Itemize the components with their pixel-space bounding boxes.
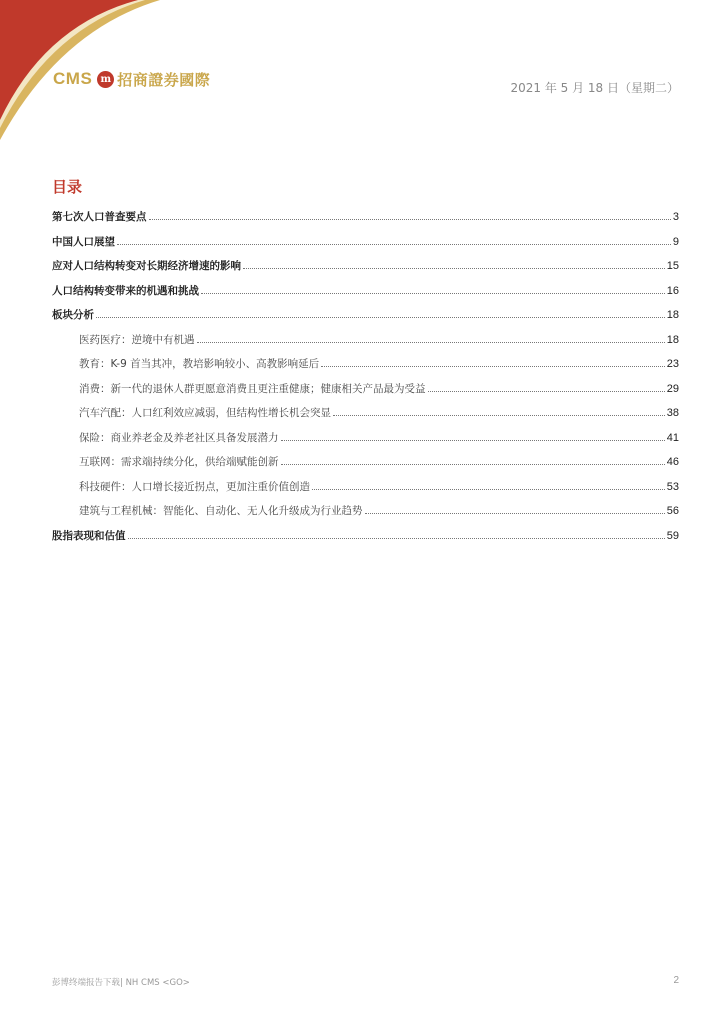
toc-entry-label: 建筑与工程机械：智能化、自动化、无人化升级成为行业趋势 [79,505,363,517]
toc-entry-page: 56 [666,505,679,517]
toc-entry[interactable] [79,406,679,420]
toc-entry-label: 中国人口展望 [52,235,115,248]
toc-entry-page: 16 [666,284,679,297]
toc-entry-page: 29 [666,382,679,395]
toc-entry[interactable] [52,284,679,298]
toc-entry-page: 9 [672,235,679,248]
toc-dot-leader [197,341,665,343]
toc-entry-page: 38 [666,407,679,419]
toc-dot-leader [149,218,671,220]
toc-entry-page: 18 [666,333,679,346]
toc-dot-leader [117,243,671,245]
toc-entry-label: 医药医疗：逆境中有机遇 [79,333,195,346]
toc-entry[interactable] [52,210,679,224]
toc-entry[interactable] [79,333,679,347]
toc-entry-page: 15 [666,260,679,272]
toc-title: 目录 [52,178,83,196]
toc-dot-leader [365,512,665,514]
toc-entry[interactable] [79,480,679,494]
toc-entry-label: 消费：新一代的退休人群更愿意消费且更注重健康；健康相关产品最为受益 [79,382,426,395]
toc-dot-leader [428,390,665,392]
toc-entry-label: 教育：K-9 首当其冲，教培影响较小、高教影响延后 [79,358,320,370]
toc-entry[interactable] [79,455,679,469]
toc-entry-label: 板块分析 [52,309,94,321]
toc-dot-leader [96,316,665,318]
page-number: 2 [673,975,679,986]
logo-chinese-text: 招商證券國際 [117,70,211,89]
toc-dot-leader [281,439,665,441]
toc-dot-leader [321,365,665,367]
toc-entry-label: 科技硬件：人口增长接近拐点，更加注重价值创造 [79,480,310,493]
toc-entry-page: 59 [666,529,679,542]
toc-dot-leader [333,414,665,416]
toc-entry[interactable] [52,308,679,322]
toc-dot-leader [201,292,665,294]
toc-entry[interactable] [52,529,679,543]
toc-entry-label: 汽车汽配：人口红利效应减弱，但结构性增长机会突显 [79,407,331,419]
toc-dot-leader [312,488,665,490]
toc-entry-page: 23 [666,358,679,370]
report-date: 2021 年 5 月 18 日（星期二） [510,81,679,95]
toc-entry-page: 18 [666,309,679,321]
toc-entry[interactable] [79,431,679,445]
toc-entry-label: 第七次人口普查要点 [52,211,147,223]
toc-entry[interactable] [52,259,679,273]
logo-latin-text: CMS [53,69,93,88]
toc-entry-page: 41 [666,431,679,444]
toc-entry-label: 应对人口结构转变对长期经济增速的影响 [52,260,241,272]
toc-entry[interactable] [79,357,679,371]
toc-dot-leader [281,463,665,465]
toc-dot-leader [243,267,665,269]
footer-source: 彭博终端报告下载| NH CMS <GO> [52,978,190,988]
toc-entry[interactable] [79,382,679,396]
toc-entry-label: 互联网：需求端持续分化，供给端赋能创新 [79,456,279,468]
toc-entry-label: 股指表现和估值 [52,529,126,542]
toc-entry-label: 保险：商业养老金及养老社区具备发展潜力 [79,431,279,444]
logo-emblem-icon: m [97,71,114,88]
toc-entry-page: 53 [666,480,679,493]
toc-entry-page: 3 [672,211,679,223]
toc-entry-label: 人口结构转变带来的机遇和挑战 [52,284,199,297]
toc-dot-leader [128,537,665,539]
toc-entry-page: 46 [666,456,679,468]
toc-entry[interactable] [79,504,679,518]
toc-entry[interactable] [52,235,679,249]
